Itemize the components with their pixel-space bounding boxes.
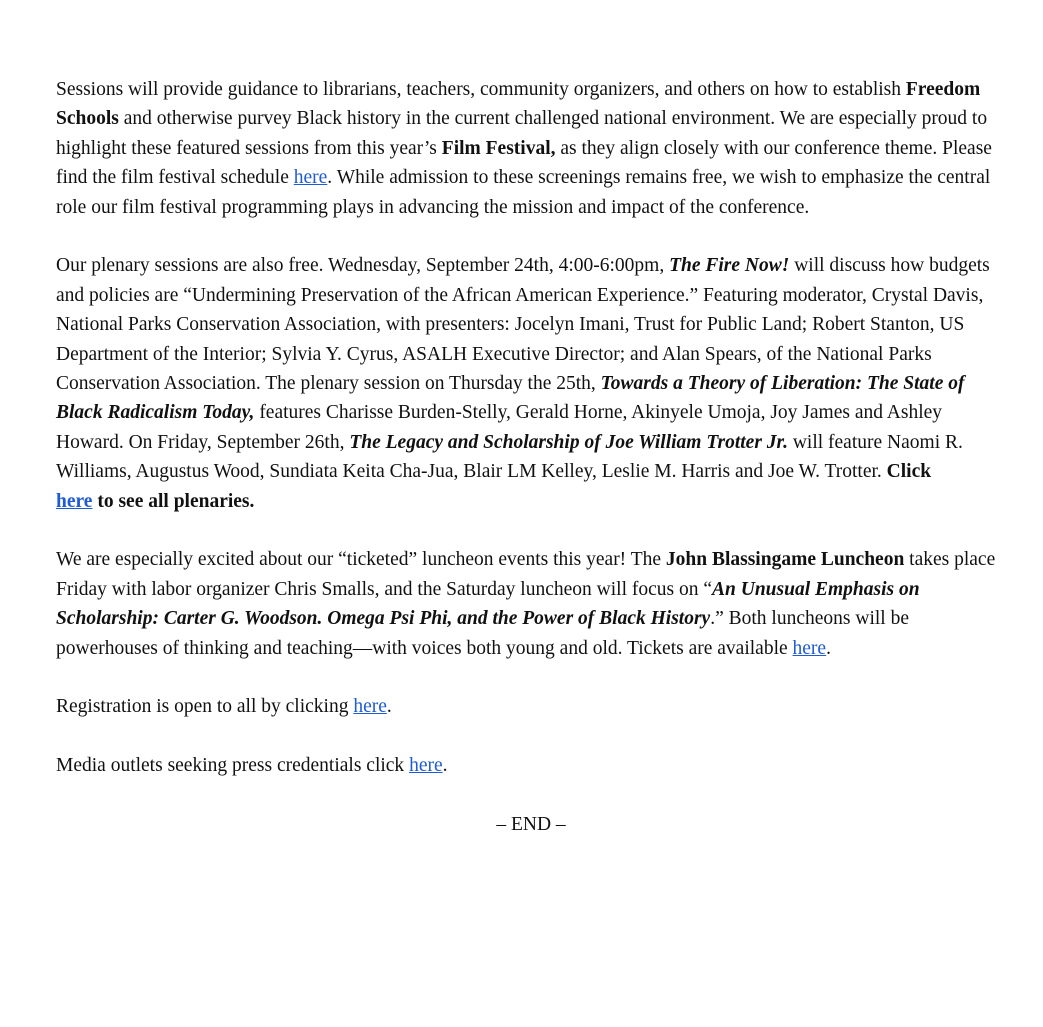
bold-see-all-plenaries: to see all plenaries. [92,490,255,512]
text: . [826,637,831,659]
bold-film-festival: Film Festival, [441,137,556,159]
text: . [442,755,448,777]
paragraph-registration [56,692,1006,721]
text: Media outlets seeking press credentials click [56,755,410,777]
text: We are especially excited about our “ticketed” luncheon events this year! The [56,549,666,571]
text: as they align closely with our conference theme. Please find the film festival schedule [56,137,992,189]
paragraph-sessions [56,75,1006,222]
text: will discuss how budgets and policies are “Undermining Preservation of the African American Experience.” Featuring moderator, Crystal Davis, National Parks Conservation Association, with presenters: Jocelyn Imani, Trust for Public Land; Robert Stanton, US Department of the Interior; Sylvia Y. Cyrus, ASALH Executive Director; and Alan Spears, of the National Parks Conservation Association. The plenary session on Thursday the 25th, [56,255,990,395]
text: .” Both luncheons will be powerhouses of thinking and teaching—with voices both young and old. Tickets are available [56,608,909,659]
bold-blassingame-luncheon: John Blassingame Luncheon [665,549,905,571]
text: Registration is open to all by clicking [56,696,354,718]
paragraph-plenaries [56,251,1006,516]
text: features Charisse Burden-Stelly, Gerald Horne, Akinyele Umoja, Joy James and Ashley Howard. On Friday, September 26th, [56,402,943,453]
text: and otherwise purvey Black history in the current challenged national environment. We are especially proud to highlight these featured sessions from this year’s [56,108,988,159]
press-credentials-link[interactable]: here [409,755,443,777]
text: takes place Friday with labor organizer Chris Smalls, and the Saturday luncheon will focus on “ [56,549,996,600]
bold-click: Click [886,461,932,483]
title-the-fire-now: The Fire Now! [669,255,790,277]
text: will feature Naomi R. Williams, Augustus Wood, Sundiata Keita Cha-Jua, Blair LM Kelley, Leslie M. Harris and Joe W. Trotter. [56,431,963,483]
film-festival-schedule-link[interactable]: here [293,167,328,189]
bold-freedom-schools: Freedom Schools [56,79,981,130]
text: . While admission to these screenings remains free, we wish to emphasize the central role our film festival programming plays in advancing the mission and impact of the conference. [56,167,991,218]
registration-link[interactable]: here [353,696,387,718]
title-legacy-trotter: The Legacy and Scholarship of Joe William Trotter Jr. [349,431,788,453]
document-body [56,75,1006,839]
title-unusual-emphasis: An Unusual Emphasis on Scholarship: Carter G. Woodson. Omega Psi Phi, and the Power of Black History [56,578,920,630]
plenaries-link[interactable]: here [56,490,93,512]
text: Sessions will provide guidance to librarians, teachers, community organizers, and others on how to establish [56,79,906,100]
title-theory-of-liberation: Towards a Theory of Liberation: The State of Black Radicalism Today, [56,373,965,424]
tickets-link[interactable]: here [792,637,827,659]
paragraph-media [56,751,1006,780]
text: Our plenary sessions are also free. Wednesday, September 24th, 4:00-6:00pm, [56,255,670,277]
paragraph-luncheons [56,545,1006,663]
text: . [386,696,392,718]
end-marker: – END – [496,814,566,836]
